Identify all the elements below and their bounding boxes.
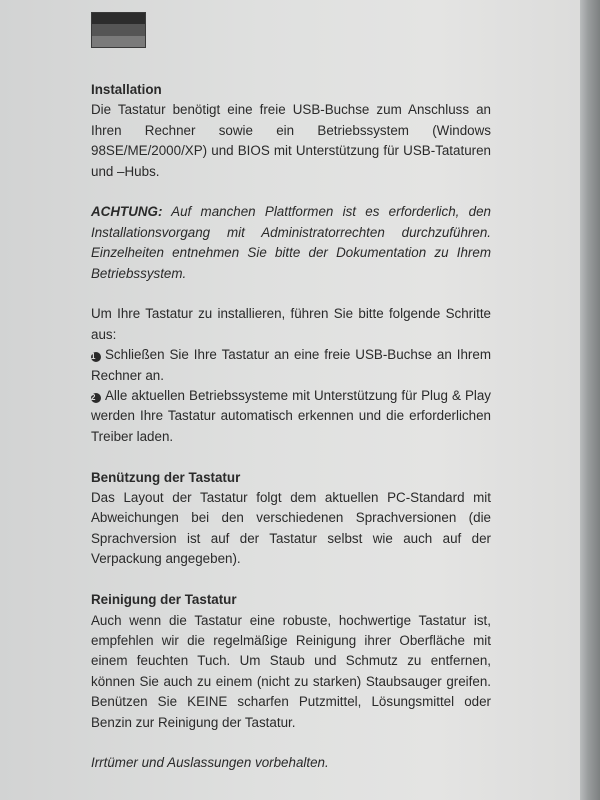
step-item	[91, 386, 491, 447]
steps-intro: Um Ihre Tastatur zu installieren, führen Sie bitte folgende Schritte aus:	[91, 306, 491, 342]
step-text: Alle aktuellen Betriebssysteme mit Unterstützung für Plug & Play werden Ihre Tastatur automatisch erkennen und die erforderlichen Treiber laden.	[91, 388, 491, 444]
german-flag-icon	[91, 12, 146, 48]
warning-section	[91, 202, 491, 284]
steps-section	[91, 304, 491, 447]
step-number-icon: 2	[91, 393, 101, 403]
usage-heading: Benützung der Tastatur	[91, 469, 241, 485]
warning-label: ACHTUNG:	[91, 204, 163, 220]
usage-text: Das Layout der Tastatur folgt dem aktuellen PC-Standard mit Abweichungen bei den verschiedenen Sprachversionen (die Sprachversion ist auf der Tastatur selbst wie auch auf der Verpackung angegeben).	[91, 490, 491, 567]
manual-text	[91, 80, 491, 774]
step-item	[91, 345, 491, 386]
step-text: Schließen Sie Ihre Tastatur an eine freie USB-Buchse an Ihrem Rechner an.	[91, 347, 491, 383]
page-edge	[580, 0, 600, 800]
installation-heading: Installation	[91, 82, 162, 97]
warning-text: Auf manchen Plattformen ist es erforderlich, den Installationsvorgang mit Administratorrechten durchzuführen. Einzelheiten entnehmen Sie bitte der Dokumentation zu Ihrem Betriebssystem.	[91, 204, 491, 281]
warning-paragraph	[91, 202, 491, 284]
installation-text: Die Tastatur benötigt eine freie USB-Buchse zum Anschluss an Ihren Rechner sowie ein Betriebssystem (Windows 98SE/ME/2000/XP) und BIOS mit Unterstützung für USB-Tataturen und –Hubs.	[91, 102, 491, 179]
cleaning-text: Auch wenn die Tastatur eine robuste, hochwertige Tastatur ist, empfehlen wir die regelmäßige Reinigung ihrer Oberfläche mit einem feuchten Tuch. Um Staub und Schmutz zu entfernen, können Sie auch zu einem (nicht zu starken) Staubsauger greifen. Benützen Sie KEINE scharfen Putzmittel, Lösungsmittel oder Benzin zur Reinigung der Tastatur.	[91, 612, 491, 730]
cleaning-section	[91, 590, 491, 733]
installation-section	[91, 80, 491, 182]
usage-section	[91, 468, 491, 570]
cleaning-heading: Reinigung der Tastatur	[91, 592, 237, 608]
disclaimer: Irrtümer und Auslassungen vorbehalten.	[91, 755, 329, 771]
step-number-icon: 1	[91, 352, 101, 362]
